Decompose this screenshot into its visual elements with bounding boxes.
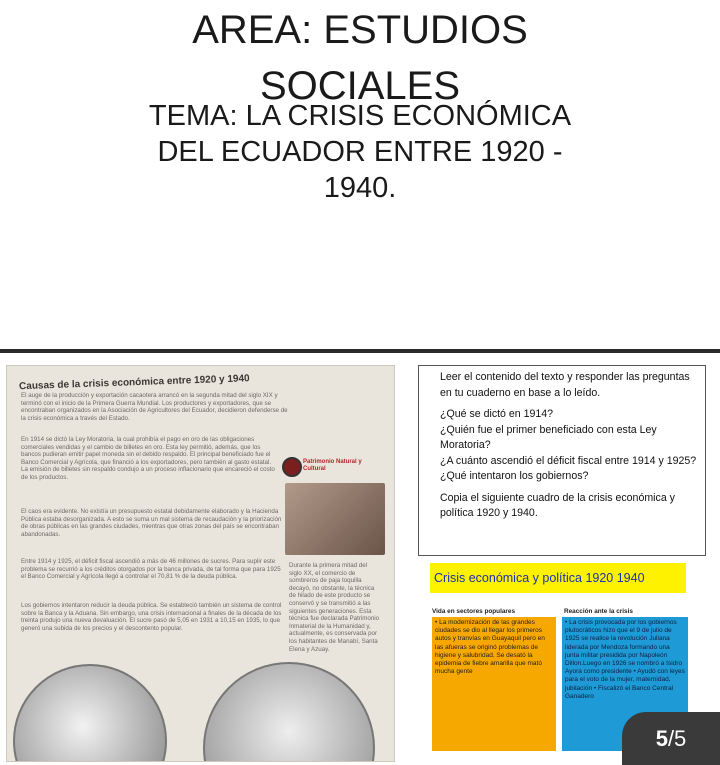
area-title-line: SOCIALES <box>259 64 461 108</box>
heritage-badge-label: Patrimonio Natural y Cultural <box>303 459 362 472</box>
textbook-paragraph: En 1914 se dictó la Ley Moratoria, la cual prohibía el pago en oro de las obligaciones comerciales vendidas y el cambio de billetes en oro. Esta ley permitió, además, que los bancos pudieran emitir papel moneda sin el debido respaldo. El principal beneficiado fue el Banco Comercial y Agrícola, que financió a los exportadores, pero también al gasto estatal. La emisión de billetes sin respaldo condujo a un proceso inflacionario que encareció el costo de los productos. <box>21 436 275 481</box>
crisis-reaction-cell: • La crisis provocada por los gobiernos plutocráticos hizo que el 9 de julio de 1925 se realice la revolución Juliana liderada por Mendoza formando una junta militar presidida por Napoleón Dillon.Luego en 1926 se nombró a Isidro Ayora como presidente • Ayudó con leyes para el voto de la mujer, maternidad, jubilación • Fiscalizó el Banco Central Ganadero <box>562 617 688 751</box>
divider <box>0 349 720 353</box>
hat-photo <box>285 483 385 555</box>
instructions-intro: Leer el contenido del texto y responder las preguntas en tu cuaderno en base a lo leído. <box>440 371 690 399</box>
photo-caption: Durante la primera mitad del siglo XX, el comercio de sombreros de paja toquilla decayó, no obstante, la técnica de hilado de este producto se conservó y se transmitió a las siguientes generaciones. Esta técnica fue declarada Patrimonio Inmaterial de la Humanidad y, actualmente, es conservada por los habitantes de Manabí, Santa Elena y Azuay. <box>289 562 380 653</box>
topic-title <box>0 98 720 206</box>
textbook-paragraph: El caos era evidente. No existía un presupuesto estatal debidamente elaborado y la Hacienda Pública estaba desorganizada. A esto se suma un mal sistema de recaudación y la priorización de obras públicas en las grandes ciudades, mientras que otras zonas del país se encontraban abandonadas. <box>21 508 282 538</box>
coin-image <box>203 662 375 762</box>
copy-instruction: Copia el siguiente cuadro de la crisis económica y política 1920 y 1940. <box>440 491 675 519</box>
column-header: Reacción ante la crisis <box>564 608 633 615</box>
page-indicator <box>622 712 720 765</box>
page-current: 5 <box>655 726 668 751</box>
instructions-box <box>418 365 706 556</box>
textbook-heading: Causas de la crisis económica entre 1920 y 1940 <box>18 373 250 393</box>
topic-title-line: DEL ECUADOR ENTRE 1920 - <box>157 136 563 168</box>
question: ¿Qué se dictó en 1914? <box>440 408 554 420</box>
topic-title-line: TEMA: LA CRISIS ECONÓMICA <box>148 100 572 132</box>
coin-image <box>13 664 167 762</box>
heritage-badge-icon <box>282 457 302 477</box>
table-title: Crisis económica y política 1920 1940 <box>430 563 686 593</box>
question: ¿Qué intentaron los gobiernos? <box>440 470 589 482</box>
textbook-paragraph: El auge de la producción y exportación cacaotera arrancó en la segunda mitad del siglo XIX y terminó con el inicio de la Primera Guerra Mundial. Los productores y exportadores, que se encontraban organizados en la Asociación de Agricultores del Ecuador, decidieron defenderse de la crisis económica a través del Estado. <box>21 392 288 422</box>
question: ¿A cuánto ascendió el déficit fiscal entre 1914 y 1925? <box>440 454 697 467</box>
textbook-paragraph: Los gobiernos intentaron reducir la deuda pública. Se estableció también un sistema de control sobre la Banca y la Aduana. Sin embargo, una crisis internacional a finales de la década de los treinta produjo una nueva devaluación. El sucre pasó de 5,05 en 1931 a 10,15 en 1935, lo que generó una subida de los precios y el descontento popular. <box>21 602 282 632</box>
textbook-paragraph: Entre 1914 y 1925, el déficit fiscal ascendió a más de 46 millones de sucres. Para suplir este problema se recurrió a los créditos otorgados por la banca privada, de tal forma que para 1925 el Banco Comercial y Agrícola llegó a controlar el 70,81 % de la deuda pública. <box>21 558 281 581</box>
page-total: /5 <box>667 726 687 751</box>
column-header: Vida en sectores populares <box>432 608 515 615</box>
topic-title-line: 1940. <box>323 172 397 204</box>
popular-life-cell: • La modernización de las grandes ciudades se dio al llegar los primeros autos y tranvías en Guayaquil pero en las afueras se originó problemas de higiene y salubridad. Se desató la epidemia de fiebre amarilla que mató mucha gente <box>432 617 556 751</box>
question: ¿Quién fue el primer beneficiado con esta Ley Moratoria? <box>440 423 657 451</box>
area-title-line: AREA: ESTUDIOS <box>192 8 528 52</box>
textbook-photo <box>6 365 395 762</box>
